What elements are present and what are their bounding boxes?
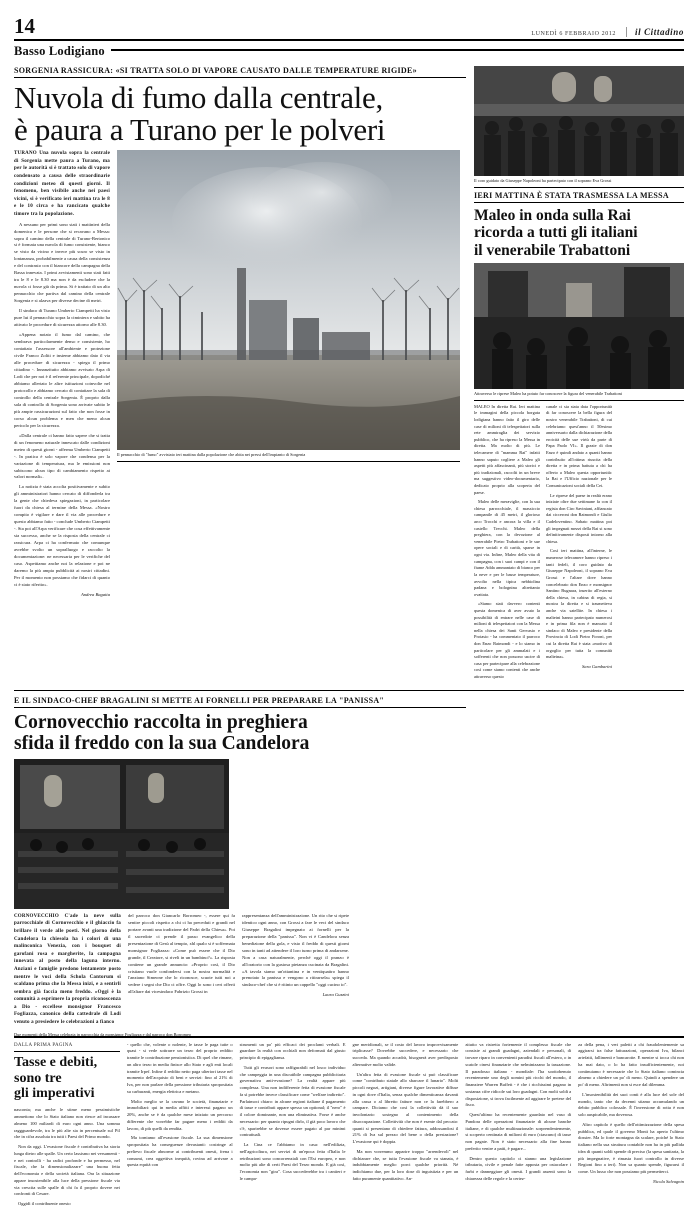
lead-headline bbox=[14, 82, 466, 145]
section-bar bbox=[14, 44, 684, 59]
paragraph: Le riprese del paese in realtà erano iniziate oltre due settimane fa con il regista don Ciro Saviniani, affiancato dai cicceroni don Raimondi e Giulio Cadeloventino. Sabato mattina poi gli impegnati mezzi della Rai si sono definitivamente disposti intorno alla chiesa. bbox=[546, 492, 612, 544]
newspaper-logo: il Cittadino bbox=[626, 27, 684, 37]
paragraph: gne meridionali, se il costo del lavoro improvvisamente triplicasse? Dovrebbe succedere, e necessario che succeda. Ma quando accadrà, bisognerà aver predisposto alternative molto valide. bbox=[352, 1041, 459, 1067]
lead-headline-line1: Nuvola di fumo dalla centrale, bbox=[14, 80, 383, 115]
photo-illustration bbox=[474, 263, 684, 389]
photo-illustration bbox=[474, 66, 684, 176]
bottom-column-2 bbox=[127, 1042, 233, 1211]
right-text-column-2 bbox=[546, 404, 612, 684]
right-byline: Sara Gambarini bbox=[582, 663, 612, 669]
lead-headline-line2: è paura a Turano per le polveri bbox=[14, 111, 386, 147]
section-title: Basso Lodigiano bbox=[14, 44, 105, 58]
mid-byline: Laura Guzzini bbox=[322, 992, 349, 998]
lead-text-column bbox=[14, 150, 110, 599]
mid-headline-line1: Cornovecchio raccolta in preghiera bbox=[14, 711, 308, 733]
maleo-photo-caption: Attraverso le riprese Maleo ha potuto far conoscere la figura del venerabile Trabattoni bbox=[474, 389, 684, 401]
bottom-overline: DALLA PRIMA PAGINA bbox=[14, 1042, 120, 1053]
paragraph: «Siamo stati davvero contenti questa domenica di aver avuto la possibilità di entrare nelle case di milioni di telespettatori con la Messa nella chiesa dei Santi Gervasio e Protasio - ha commentato il parroco don Enzo Raimondi - e lo siamo in particolare per gli ammalati e i sofferenti che non possono uscire di casa per partecipare alla celebrazione così come siamo contenti che anche attraverso questo bbox=[474, 601, 540, 680]
bottom-headline-line1: Tasse e debiti, bbox=[14, 1055, 98, 1071]
masthead bbox=[14, 16, 684, 41]
folla-photo-caption: Il coro guidato da Giuseppe Napoleoni ha partecipato con il soprano Eva Grossi bbox=[474, 176, 684, 188]
mid-photo-caption: Due momenti della Messa celebrata in parrocchia da monsignor Fogliazza e dal parroco don Borromeo bbox=[14, 1031, 192, 1037]
paragraph bbox=[474, 404, 540, 497]
lead-article-body bbox=[14, 150, 466, 599]
bottom-zone bbox=[14, 1036, 684, 1211]
photo-illustration bbox=[14, 759, 229, 909]
photo-coro-folla bbox=[474, 66, 684, 176]
paragraph: La notizia è stata accolta positivamente e subito gli amministratori hanno cercato di diffonderla tra la gente che chiedeva spiegazioni, in particolare fuori da chiesa al termine della Messa. «Nostro compito è vigilare e dare il via alle procedure e questo abbiamo fatto - conclude Umberto Ciampetti -. Sta poi all'Arpa verificare che cosa effettivamente sia successo, anche se la risposta della centrale ci rassicura. Arpa ci ha confermato che comunque avrebbe svolto un sopralluogo e raccolto la documentazione: ne necessaria per le verifiche del caso. Aspettiamo anche noi la relazione e poi ne daremo la più ampia pubblicità ai nostri cittadini. Per il momento non possiamo che fidarci di quanto ci è stato riferito». bbox=[14, 484, 110, 587]
bottom-headline-line3: gli imperativi bbox=[14, 1085, 95, 1101]
page-number: 14 bbox=[14, 14, 35, 38]
paragraph bbox=[14, 150, 110, 218]
bottom-column-3 bbox=[240, 1042, 346, 1211]
right-headline-line2: ricorda a tutti gli italiani bbox=[474, 224, 638, 242]
right-article-text bbox=[474, 404, 684, 684]
paragraph: - quello che, volente o nolente, le tasse le paga tutte o quasi - si vede sottrarre un terzo del proprio reddito tramite le contribuzione pensionistica. Di quel che rimane, un altro terzo in media finisce allo Stato e agli enti locali tramite Irpef. Infine il reddito netto paga ulteriori tasse nel momento dell'acquisto di beni e servizi: fino al 21% di Iva, per non parlare della pressione tributaria spropositata su carburanti, energia elettrica e metano. bbox=[126, 1041, 233, 1094]
paragraph: canale ci sia stata data l'opportunità di far conoscere la bella figura del nostro venerabile Trabattoni, di cui celebriamo quest'anno il 50esimo anniversario dalla dichiarazione della eroicità delle sue virtù da parte di Papa Paolo VI». Il grazie di don Enzo è quindi andato a quanti hanno contribuito all'ottima riuscita della diretta e in prima battuta a chi ha offerto a Maleo questa opportunità: la Rai e l'Ufficio nazionale per le Comunicazioni sociali della Cei. bbox=[546, 403, 612, 488]
bottom-column-4 bbox=[352, 1042, 458, 1211]
right-column-article bbox=[474, 66, 684, 684]
mid-headline-line2: sfida il freddo con la sua Candelora bbox=[14, 732, 310, 754]
mid-text-column-2 bbox=[128, 913, 235, 1030]
paragraph: «Appena notato il fumo dal camino, che sembrava particolarmente denso e consistente, ho contattato l'assessore all'ambiente e protezione civile Franco Zoliti e insieme abbiamo dato il via alle procedure di sicurezza - spiega il primo cittadino -. Innanzitutto abbiamo avvisato Arpa di Lodi che per noi è il referente principale, dopodiché abbiamo allertato le altre istituzioni coinvolte nel protocollo e abbiamo cercato di contattare la sala di controllo della centrale Sorgenia. È proprio dalla sala di controllo di Sorgenia sono arrivate subito le più ampie rassicurazioni sul fatto che non fosse in corso alcun problema e men che meno alcun pericolo per la sicurezza. bbox=[14, 332, 110, 428]
paragraph: del parroco don Giancarlo Borromeo -, essere qui fa sentire piccoli rispetto a chi ci ha preceduti e grandi nel portare avanti una tradizione del Padri della Chiesa». Poi il sacerdote ci prende il passo evangelico della presentazione di Gesù al tempio, xhl qualo si è soffermata monsignor Fogliazza: «Come può essere che il Dio grande, il Creatore, si riveli in un bambino?». La risposta contiene un grande annuncio: «Proprio così, il Dio cristiano vuole confondersi con la nostra normalità e l'anziano Simeone che lo riconosce, scuote tutti noi a vedere i segni che Dio ci offre. Oggi lo sono i ceri offerti all'altare dai vicesindaco Fabrizio Grossi in bbox=[128, 912, 235, 995]
top-zone bbox=[14, 66, 684, 684]
lead-article bbox=[14, 66, 466, 684]
paragraph: Ma torniamo all'evasione fiscale. La sua dimensione spropositata ha conseguenze devastanti: costringe al prelievo fiscale abnorme ai contribuenti onesti, frena i consumi, crea oggettiva inequità, rovina ad arrivare a questa equità con bbox=[126, 1135, 233, 1168]
mid-text-column-3 bbox=[242, 913, 349, 1030]
right-text-column-1 bbox=[474, 404, 540, 684]
lead-kicker: SORGENIA RASSICURA: «SI TRATTA SOLO DI VAPORE CAUSATO DALLE TEMPERATURE RIGIDE» bbox=[14, 66, 466, 78]
photo-messa-cornovecchio bbox=[14, 759, 229, 909]
paragraph: za della pena, i veri paletti a chi fraudolentemente sa aggirarsi tra false fatturazioni, operazioni Iva, bilanci artefatti, fallimenti e bancarotte. E mentre si tocca chi non ha mai dato, o lo ha fatto insufficientemente, noi continuiamo è necessarie che lo Stato italiano comincia almeno a chiedere un po' di meno. Quindi a spendere un po' di meno. Altrimenti non si esce dal dilemma. bbox=[578, 1041, 684, 1088]
mid-text-column-1 bbox=[14, 913, 121, 1030]
right-paragraph-1: MALEO In diretta Rai. Ieri mattina le immagini della piccola borgata lodigiana hanno fatto il giro delle case di milioni di telespettatori sulla rete ammiraglia dei servizio pubblico, che ha ripreso la Messa in diretta. Ma molto di più. Le telecamere di "mamma Rai" infatti hanno saputo cogliere a Maleo gli aspetti più affascinanti, più storici e più tradizionali, raccolti in un breve ma suggestivo video-documentario, dedicato proprio alla scoperta del paese. bbox=[474, 403, 540, 495]
paragraph: Altro capitolo è quello dell'ottimizzazione della spesa pubblica, ed quale il governo Monti ha aperto l'ultimo dossier. Ma lo forte montagna da scalare, poiché lo Stato italiano nella sua struttura contabile non ha in più pallida idea di quanti soldi spende di preciso (la spesa sanitaria, la più impegnative, è rimasta fuori controllo in diverse Regioni fino a ieri). Non sa quanto spende, figurarsi il come. Un lusso che non possiamo più permetterci. bbox=[578, 1121, 684, 1175]
paragraph: rappresentanza dell'amministrazione. Un rito che si ripete identico ogni anno, con Grossi a fare le veci del sindaco Giuseppe Bragalini impegnato ai fornelli per la preparazione della "panissa". Non vi è Candelora senza benedizione della gola, e visto il freddo di questi giorni sono in tanti ad attendere il loro turno prima di andarsene. Non a casa naturalmente, perché oggi il pranzo è all'oratorio con la gustosa pietanza cucinata da Bragalini. «A tavola siamo un'ottantina e in ventiquattro hanno prenotato la panissa e vengono a ritirarsela» spiega il sindaco-chef che si è ritinto un cappello "oggi cucino io". bbox=[242, 912, 349, 988]
bottom-byline: Nicola Salvagnin bbox=[652, 1178, 684, 1184]
paragraph: Ma non vorremmo apparire troppo "arrendevoli" nel dichiarare che, se tutta l'evasione fiscale va stanata, è indubbiamente meglio porci qualche priorità. Né indichiamo due, per la loro dose di inguistizia e per un fatto puramente quantitativo. An- bbox=[352, 1148, 459, 1181]
right-headline bbox=[474, 207, 684, 259]
mid-headline bbox=[14, 712, 466, 754]
lead-byline: Andrea Bagatta bbox=[80, 591, 110, 597]
paragraph: Tutti gli evasori sono raffigurabili nel losco individuo che campeggia in una discutibile campagna pubblicitaria governativa anti-evasione? La realtà appare più complessa. Una non indifferente fetta di evasione fiscale fa sì potrebbe invece classificare come "welfare indiretto". Parlaimoci chiaro: in alcune regioni italiane il pagamento di tasse e contributi appare spesso un optional; il "nero" è il colore dominante, non una eliminativa. Forse è anche necessario: per quanto ripugni dirlo, il già poco lavoro che c'è, sparirebbe se dovesse essere pagato al par minimi contrattuali. bbox=[239, 1064, 346, 1138]
paragraph: Molto meglio se la cavano le società, finanziarie e immobiliari: qui in media affitti e interessi pagano un 20%, anche se è da qualche mese iniziato un percorso differente che vorrebbe far pagare meno i redditi da lavoro, di più quelli da rendita. bbox=[126, 1098, 233, 1131]
bottom-headline bbox=[14, 1055, 120, 1101]
section-rule bbox=[111, 49, 684, 51]
lead-paragraph-1: TURANO Una nuvola sopra la centrale di Sorgenia mette paura a Turano, ma per le autorità si è trattato solo di vapore condensato a causa delle straordinarie condizioni meteo di questi giorni. Il fenomeno, ben visibile anche nei paesi vicini, si è verificato ieri mattina tra le 8 e le 10 circa e ha rancicato qualche timore tra la popolazione. bbox=[14, 151, 110, 217]
paragraph: strumenti un po' più efficaci dei proclami verbali. E guardare la realtà con occhiali non deformati dal giusto principio di epigagliansa. bbox=[239, 1041, 346, 1061]
photo-illustration bbox=[117, 150, 460, 450]
paragraph: Oggidì il contribuente onesto bbox=[18, 1201, 71, 1207]
paragraph bbox=[14, 913, 121, 1027]
paragraph: A nessuno per primi sono stati i mattinieri della domenica e le persone che si recavano a Messa: sopra il camino della centrale di Turano-Bertonico si è formata una nuvola di fumo consistente, bianco se visto da vicino e invece più scuro se visto in lontananza, probabilmente a causa della consistenza e del contrasto con il biancore della campagna della Bassa innevata. I primi avvistamenti sono stati fatti tra le 8 e le 8.30 ma non è da escludere che la nuvola ci fosse già da prima. Si è trattato di un alto pennacchio che partiva dal camino della centrale Sorgenia e si alzava per diverse decine di metri. bbox=[14, 221, 110, 304]
mid-right-spacer bbox=[474, 696, 684, 1030]
paragraph: Maleo delle meraviglie, con la sua chiesa parrocchiale, il massiccio campanile di 45 metri, il glorioso arco Trocchi e ancora la villa e il castello Trecchi. Maleo della preghiera, con la devozione al venerabile Pietro Trabattoni e le sue opere sociali e di carità, sparse in ogni via. Infine, Maleo della vita di campagna, con i suoi campi e con il fiume Adda ammantato di bianco per la neve e per le basse temperature, avvolto nella tipica nebbiolina padana e bolognina altrettanto ovattata. bbox=[474, 499, 540, 597]
paragraph: Un'altra fetta di evasione fiscale si può classificare come "contributo statale allo sbarcare il lunario". Molti piccoli negozi, artigiani, diverse figure lavorative diffuse in ogni dove d'Italia, senza qualche dimenticanza davanti alla cassa o al libretto fatture non ce la farebbero a campare. Diciamo che così la collettività dà il suo involontario sostegno al contenimento della disoccupazione. Collettività che non è esente dal peccato: quanti si presentano di chiedere fattura, addossandosi il 21% di Iva sul prezzo del bene o della prestazione? L'evasione qui è doppia. bbox=[352, 1071, 459, 1145]
photo-centrale-turano bbox=[117, 150, 460, 450]
bottom-column-1 bbox=[14, 1042, 120, 1211]
mid-article-text bbox=[14, 913, 466, 1030]
right-kicker: IERI MATTINA È STATA TRASMESSA LA MESSA bbox=[474, 191, 684, 203]
photo-maleo-riprese bbox=[474, 263, 684, 389]
paragraph: L'insostenibilità dei suoi conti è alla luce del sole del mondo, tanto che da decenni stiamo accumulando un debito pubblico colossale. È l'inversione di rotta è non solo auspicabile, ma doverosa. bbox=[578, 1091, 684, 1118]
right-headline-line1: Maleo in onda sulla Rai bbox=[474, 206, 631, 224]
lead-photo-caption: Il pennacchio di "fumo" avvistato ieri mattina dalla popolazione che abita nei pressi dell'impianto di Sorgenia bbox=[117, 450, 460, 462]
mid-paragraph-1: CORNOVECCHIO C'ade la neve sulla parrocchiale di Cornovecchio e il ghiaccio fa brillare il verde alle poeti. Nel giorno della Candelora la chiesola ha i colori di una malinconica Venezia, con i bouquet di garofani rosa e margherite, la campagna innevata al posto della laguna interno. Anziani e famiglie predono lentamente posto mentre le voci della Schola Cantorum si scaldano prima che la Messa inizi, e a sentirli sembra già faccia meno freddo. «Oggi è la comunità a esprimere la propria riconoscenza a Dio - eccellese monsignor Francesco Fogliazza, canonico della cattedrale di Lodi venuto a presiedere le celebrazioni a fianco bbox=[14, 913, 121, 1026]
paragraph: Così ieri mattina, all'interne, le numerose telecamere hanno ripreso i tanti fedeli, il coro guidato da Giuseppe Napoleoni, il soprano Eva Grossi e l'altare dove hanno concelebrato don Enzo e monsignor Santino Bugnara, inserito all'esterno della chiesa, in cabina di regia, si mostra la diretta e si trasmetteva anche via satellite. In chiesa i malteini hanno partecipato numerosi e in prima fila non è mancato il sindaco di Maleo e presidente della Provincia di Lodi Pietro Foroni, per cui la diretta Rai è stata «motivo di orgoglio per tutta la comunità malteina». bbox=[546, 548, 612, 660]
mid-zone bbox=[14, 690, 684, 1037]
masthead-right bbox=[531, 27, 684, 37]
paragraph: nasconta; ma anche le stime meno pessimistiche ammettono che lo Stato italiano non riesce ad incassare almeno 100 miliardi di euro ogni anno. Una somma raggguardevole, tra le più alte sia in percentuale sul Pil che in cifra assoluta tra tutti i Paesi del Primo mondo. bbox=[14, 1107, 120, 1140]
paragraph: Il sindaco di Turano Umberto Ciampetti ha visto pure lui il pennacchio sopra la ciminiera e subito ha attivato le procedure di sicurezza attorno alle 8.30. bbox=[14, 308, 110, 328]
lead-photo-block bbox=[117, 150, 460, 599]
bottom-column-5 bbox=[465, 1042, 571, 1211]
paragraph: La Cina ce l'abbiamo in casa: nell'edilizia, nell'agricoltura, nei servizi di un'epoca fetta d'Italia le retribuzioni sono concorrenziali con l'Est europeo, e non molto più alte di certi Paesi del Terzo mondo. E già così, l'economia non "gira". Cosa succederebbe tra i cantieri e le campa- bbox=[239, 1142, 346, 1181]
paragraph: zitutto va ristretta fortemente il complesso fiscale che consiste ai grandi guadagni, aziendali e personali, di trovare riparo in convenienti paradisi fiscali all'estero, o in scatole cinesi finanziarie che nelminizzano la tassazione. Il paradosso italiano - mondiale: l'ha soottobenuto recentemente uno degli uomini più ricchi del mondo, il finanziere Warren Buffett - è che i ricchissimi pagano in sostanza cifre ridicole sui loro guadagni. Con molti soldi a disposizione, si trova facilmente ad aggirare le pretese del fisco. bbox=[465, 1041, 572, 1108]
bottom-column-6 bbox=[578, 1042, 684, 1211]
right-headline-line3: il venerabile Trabattoni bbox=[474, 241, 631, 259]
paragraph: Non da oggi. L'evasione fiscale è contributiva ha storia lunga dietro alle spalle. Un certo lassismo nei versamenti - e nei controlli - ha radici profonde e ha permesso, nel fiscale, che la dimensionalizzare" una buona fetta dell'economia e della società italiana. Ora la situazione appare insostenibile alla luce della pressione fiscale via via crescita sulle spalle di chi fa il proprio dovere nei confronti di Cesare. bbox=[14, 1144, 120, 1197]
mid-kicker: E IL SINDACO-CHEF BRAGALINI SI METTE AI FORNELLI PER PREPARARE LA "PANISSA" bbox=[14, 696, 466, 708]
publication-date: LUNEDÌ 6 FEBBRAIO 2012 bbox=[531, 31, 617, 37]
paragraph: Quest'ultimo ha recentemente guardato nel vaso di Pandora delle operazioni finanziarie di alcune banche italiane, e di qualche multinazionale: sorprendentemente, si scoperto centinaia di milioni di euro (ciascuno) di tasse non pagate. Non è stato necessario alla fine hanno preferito venire a patti, è pagare... bbox=[465, 1112, 572, 1151]
paragraph: Dentro questo capitolo ci stanno una legislazione tributaria, civile e penale fatte apposta per ostacolare i furbi e danneggiare gli onesti. I grandi assenti sono la chiarezza delle regole e la certez- bbox=[465, 1155, 572, 1181]
paragraph: «Dalla centrale ci hanno fatto sapere che si tratta di un fenomeno naturale innescato dalle condizioni meteo di questi giorni - afferma Umberto Ciampetti -. In pratica è solo vapore che condensa per la variazione di temperatura, ma le emissioni non subiscono alcun tipo di cambiamento rispetto ai valori normali». bbox=[14, 432, 110, 480]
bottom-headline-line2: sono tre bbox=[14, 1070, 62, 1086]
mid-article bbox=[14, 695, 466, 1037]
